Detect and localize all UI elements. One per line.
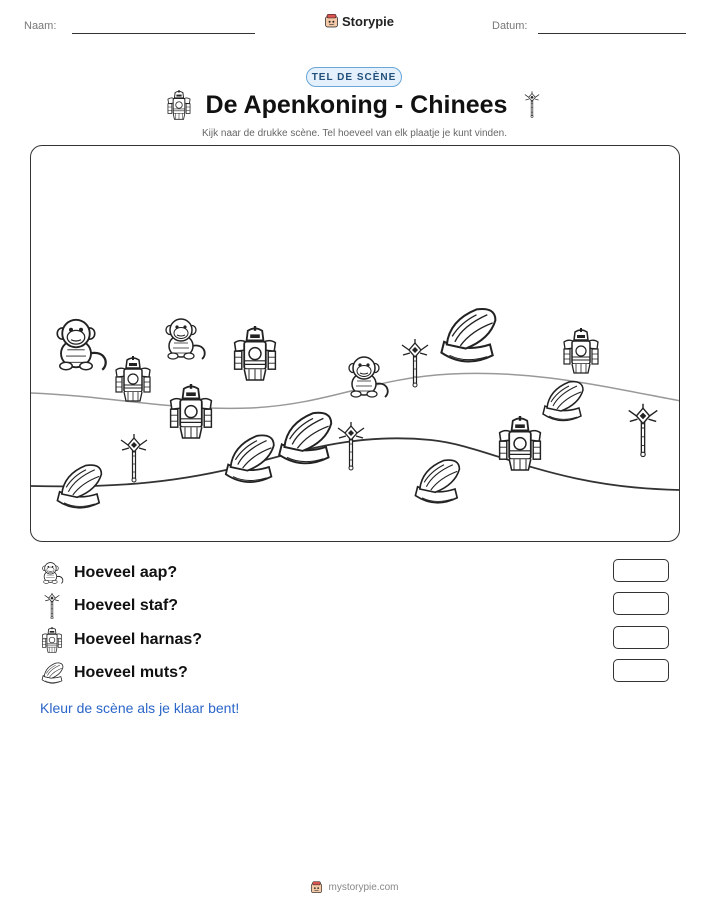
- armor-figure: [235, 326, 276, 380]
- question-label: Hoeveel muts?: [74, 664, 188, 681]
- monkey-figure: [349, 357, 388, 397]
- scene-box: [30, 145, 680, 542]
- staff-icon: [40, 593, 64, 619]
- question-row-cap: [40, 660, 188, 686]
- color-instruction: Kleur de scène als je klaar bent!: [40, 700, 240, 716]
- armor-figure: [116, 356, 150, 401]
- title-row: [0, 90, 709, 120]
- answer-box-armor[interactable]: [613, 626, 669, 649]
- footer: [0, 881, 709, 894]
- page-title: De Apenkoning - Chinees: [205, 90, 508, 119]
- monkey-icon: [40, 560, 64, 586]
- cap-figure: [57, 465, 101, 508]
- staff-figure: [629, 404, 658, 457]
- question-label: Hoeveel harnas?: [74, 631, 203, 648]
- footer-site: mystorypie.com: [328, 882, 399, 893]
- question-row-monkey: [40, 560, 177, 586]
- storypie-logo-icon: [324, 13, 339, 29]
- question-label: Hoeveel staf?: [74, 597, 179, 614]
- cap-figure: [279, 413, 331, 464]
- activity-badge: TEL DE SCÈNE: [306, 67, 402, 87]
- storypie-logo-icon: [310, 881, 323, 894]
- staff-icon: [521, 90, 543, 120]
- name-label: Naam:: [24, 20, 57, 32]
- staff-figure: [338, 422, 364, 470]
- question-row-staff: [40, 593, 178, 619]
- monkey-figure: [57, 320, 105, 370]
- armor-icon: [40, 627, 64, 653]
- date-line[interactable]: [538, 33, 686, 34]
- armor-figure: [500, 416, 541, 470]
- answer-box-monkey[interactable]: [613, 559, 669, 582]
- cap-figure: [543, 382, 583, 421]
- monkey-figure: [166, 319, 205, 359]
- staff-figure: [402, 339, 428, 387]
- cap-figure: [415, 460, 459, 503]
- question-label: Hoeveel aap?: [74, 564, 178, 581]
- armor-icon: [166, 90, 192, 120]
- armor-figure: [171, 384, 212, 438]
- brand-logo: [324, 13, 394, 29]
- cap-figure: [226, 435, 274, 482]
- answer-box-staff[interactable]: [613, 592, 669, 615]
- question-row-armor: [40, 627, 202, 653]
- armor-figure: [564, 328, 598, 373]
- staff-figure: [121, 434, 147, 482]
- answer-box-cap[interactable]: [613, 659, 669, 682]
- name-line[interactable]: [72, 33, 255, 34]
- instructions: Kijk naar de drukke scène. Tel hoeveel van elk plaatje je kunt vinden.: [201, 128, 507, 139]
- feathered-cap-icon: [40, 660, 64, 686]
- date-label: Datum:: [492, 20, 528, 32]
- scene-illustration: [31, 146, 680, 542]
- cap-figure: [441, 309, 495, 361]
- brand-name: Storypie: [342, 13, 395, 29]
